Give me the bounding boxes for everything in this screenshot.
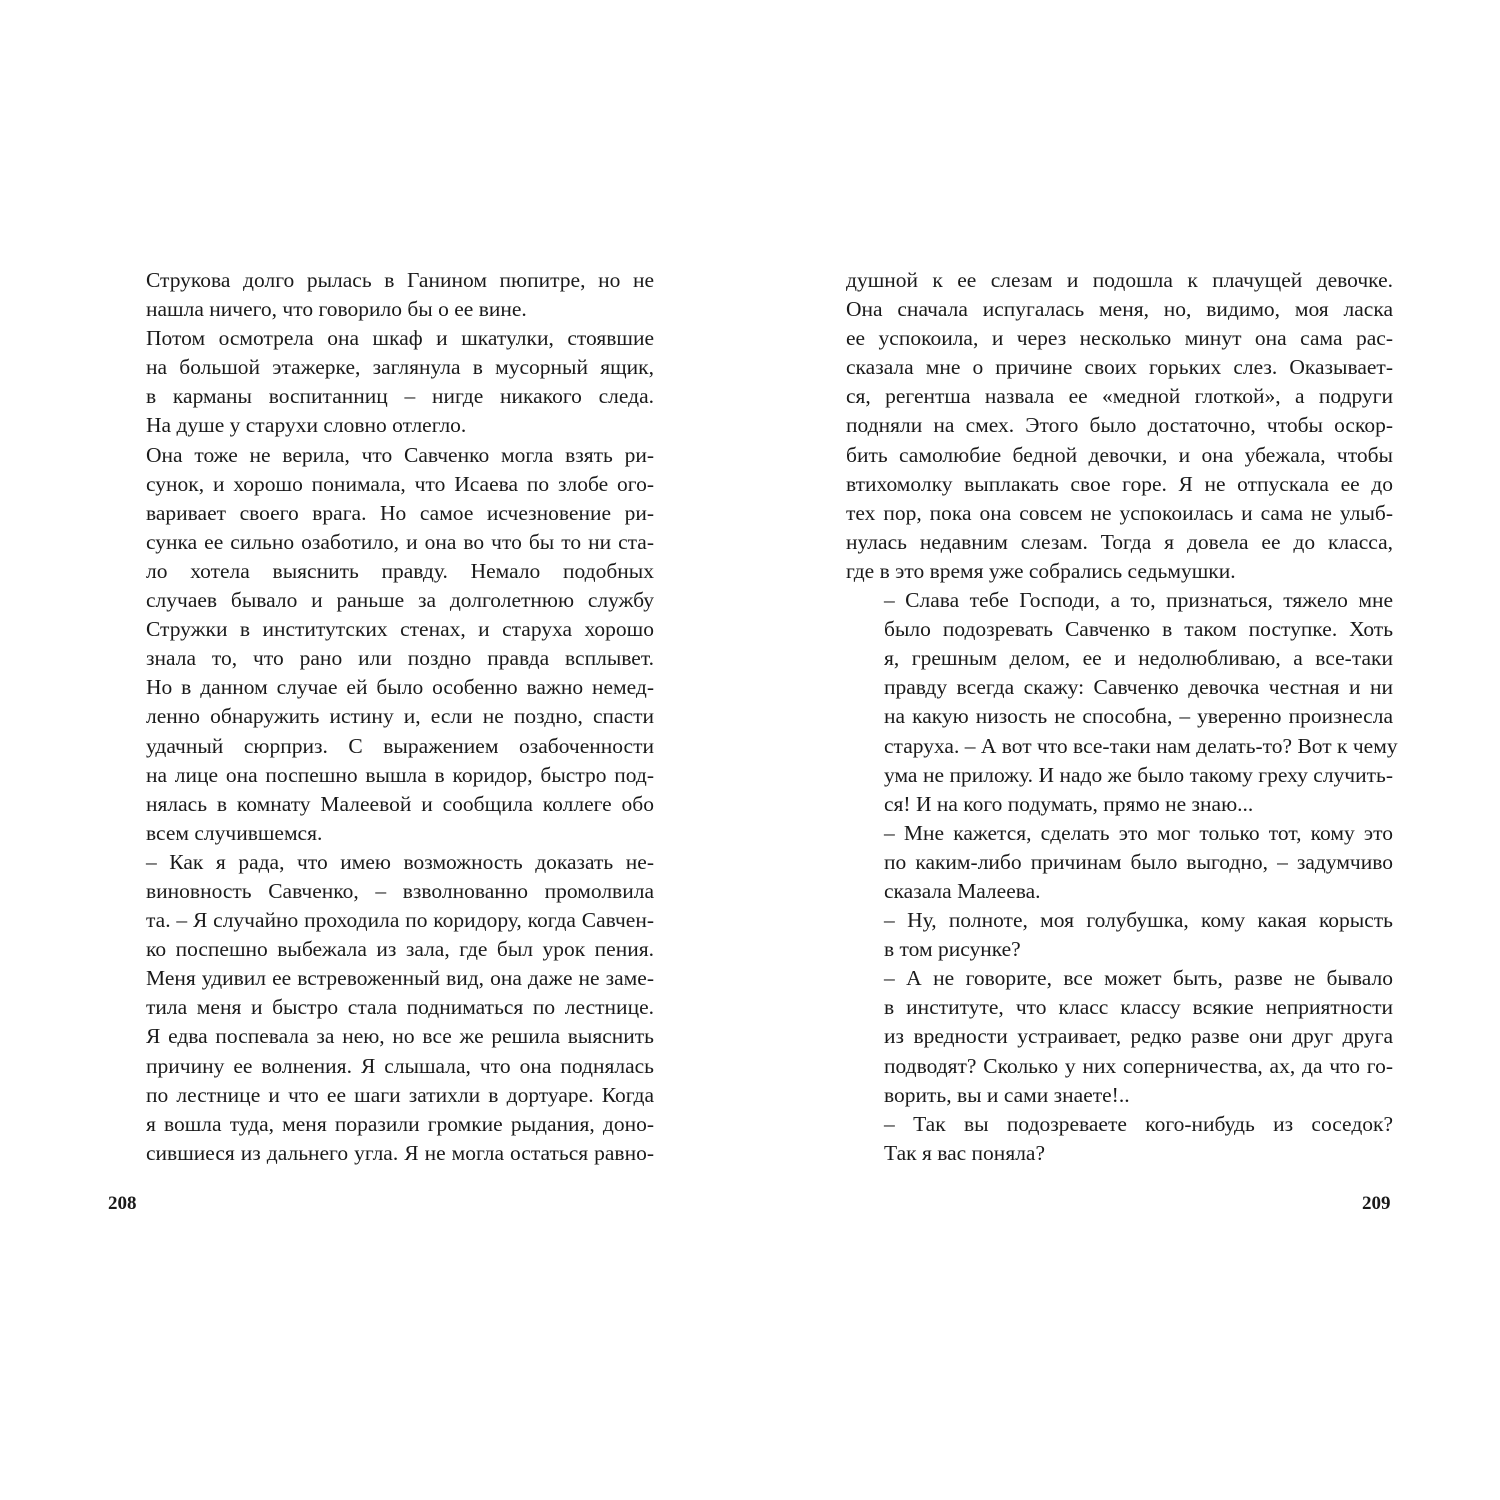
text-line: сказала Малеева. (884, 878, 1041, 903)
text-line: втихомолку выплакать свое горе. Я не отпускала ее до (846, 471, 1393, 496)
paragraph (108, 848, 654, 1168)
text-line: ворить, вы и сами знаете!.. (884, 1082, 1130, 1107)
text-line: сунка ее сильно озаботило, и она во что бы то ни ста- (146, 529, 654, 554)
text-line: из вредности устраивает, редко разве они друг друга (884, 1024, 1393, 1049)
text-line: Меня удивил ее встревоженный вид, она даже не заме- (146, 966, 654, 991)
text-line: варивает своего врага. Но самое исчезновение ри- (146, 500, 654, 525)
paragraph (108, 441, 654, 848)
text-line: – Ну, полноте, моя голубушка, кому какая корысть (884, 908, 1393, 933)
page-number-right: 209 (1362, 1193, 1391, 1214)
text-line: на какую низость не способна, – уверенно произнесла (884, 704, 1393, 729)
text-line: тех пор, пока она совсем не успокоилась и сама не улыб- (846, 500, 1393, 525)
right-page-text (846, 266, 1398, 1168)
text-line: виновность Савченко, – взволнованно промолвила (146, 878, 654, 903)
text-line: ума не приложу. И надо же было такому греху случить- (884, 762, 1393, 787)
text-line: На душе у старухи словно отлегло. (146, 413, 467, 438)
text-line: Потом осмотрела она шкаф и шкатулки, стоявшие (146, 326, 654, 351)
text-line: Так я вас поняла? (884, 1140, 1046, 1165)
text-line: сившиеся из дальнего угла. Я не могла остаться равно- (146, 1140, 654, 1165)
paragraph (846, 819, 1393, 906)
text-line: ся, регентша назвала ее «медной глоткой», а подруги (846, 384, 1393, 409)
paragraph (846, 964, 1393, 1109)
text-line: нялась в комнату Малеевой и сообщила коллеге обо (146, 791, 654, 816)
text-line: старуха. – А вот что все-таки нам делать-то? Вот к чему (884, 733, 1398, 758)
text-line: Струкова долго рылась в Ганином пюпитре, но не (146, 268, 654, 292)
text-line: по каким-либо причинам было выгодно, – задумчиво (884, 849, 1393, 874)
text-line: причину ее волнения. Я слышала, что она поднялась (146, 1053, 654, 1078)
text-line: ко поспешно выбежала из зала, где был урок пения. (146, 937, 654, 962)
paragraph (108, 324, 654, 440)
text-line: я, грешным делом, ее и недолюбливаю, а все-таки (884, 646, 1393, 671)
text-line: Но в данном случае ей было особенно важно немед- (146, 675, 654, 700)
text-line: по лестнице и что ее шаги затихли в дортуаре. Когда (146, 1082, 654, 1107)
text-line: удачный сюрприз. С выражением озабоченности (146, 733, 654, 758)
text-line: бить самолюбие бедной девочки, и она убежала, чтобы (846, 442, 1393, 467)
text-line: в институте, что класс классу всякие неприятности (884, 995, 1393, 1020)
text-line: ленно обнаружить истину и, если не поздно, спасти (146, 704, 654, 729)
text-line: ся! И на кого подумать, прямо не знаю... (884, 791, 1254, 816)
text-line: тила меня и быстро стала подниматься по лестнице. (146, 995, 654, 1020)
text-line: – А не говорите, все может быть, разве не бывало (884, 966, 1393, 991)
text-line: подводят? Сколько у них соперничества, ах, да что го- (884, 1053, 1393, 1078)
paragraph (846, 266, 1393, 586)
text-line: правду всегда скажу: Савченко девочка честная и ни (884, 675, 1393, 700)
text-line: знала то, что рано или поздно правда всплывет. (146, 646, 654, 671)
text-line: в карманы воспитанниц – нигде никакого следа. (146, 384, 654, 409)
text-line: нашла ничего, что говорило бы о ее вине. (146, 297, 527, 322)
paragraph (846, 906, 1393, 964)
text-line: та. – Я случайно проходила по коридору, когда Савчен- (146, 908, 654, 933)
text-line: на лице она поспешно вышла в коридор, быстро под- (146, 762, 654, 787)
text-line: где в это время уже собрались седьмушки. (846, 558, 1236, 583)
text-line: было подозревать Савченко в таком поступке. Хоть (884, 617, 1393, 642)
paragraph (108, 266, 654, 324)
text-line: случаев бывало и раньше за долголетнюю службу (146, 588, 654, 613)
text-line: я вошла туда, меня поразили громкие рыдания, доно- (146, 1111, 654, 1136)
paragraph (846, 586, 1398, 819)
text-line: Стружки в институтских стенах, и старуха хорошо (146, 617, 654, 642)
text-line: Я едва поспевала за нею, но все же решила выяснить (146, 1024, 654, 1049)
text-line: подняли на смех. Этого было достаточно, чтобы оскор- (846, 413, 1393, 438)
text-line: Она тоже не верила, что Савченко могла взять ри- (146, 442, 654, 467)
text-line: всем случившемся. (146, 820, 323, 845)
text-line: – Мне кажется, сделать это мог только тот, кому это (884, 820, 1393, 845)
text-line: в том рисунке? (884, 937, 1021, 962)
text-line: душной к ее слезам и подошла к плачущей девочке. (846, 268, 1393, 292)
text-line: – Слава тебе Господи, а то, признаться, тяжело мне (884, 588, 1393, 613)
paragraph (846, 1110, 1393, 1168)
text-line: на большой этажерке, заглянула в мусорный ящик, (146, 355, 654, 380)
text-line: ло хотела выяснить правду. Немало подобных (146, 558, 654, 583)
text-line: Она сначала испугалась меня, но, видимо, моя ласка (846, 297, 1393, 322)
text-line: сказала мне о причине своих горьких слез. Оказывает- (846, 355, 1393, 380)
text-line: – Как я рада, что имею возможность доказать не- (146, 849, 654, 874)
left-page-text (108, 266, 654, 1168)
page-number-left: 208 (108, 1193, 137, 1214)
text-line: ее успокоила, и через несколько минут она сама рас- (846, 326, 1393, 351)
text-line: нулась недавним слезам. Тогда я довела ее до класса, (846, 529, 1393, 554)
text-line: – Так вы подозреваете кого-нибудь из соседок? (884, 1111, 1393, 1136)
text-line: сунок, и хорошо понимала, что Исаева по злобе ого- (146, 471, 654, 496)
